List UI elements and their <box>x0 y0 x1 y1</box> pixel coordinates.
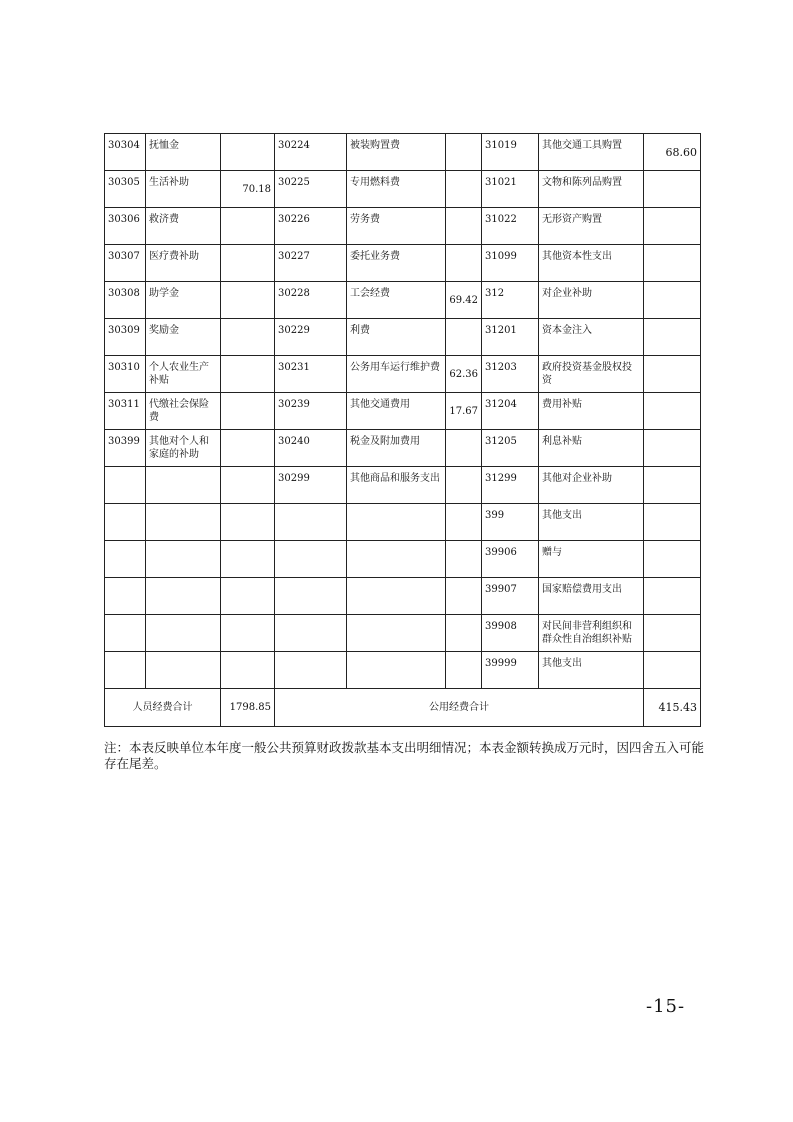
item-name-cell: 赠与 <box>539 541 644 578</box>
amount-cell <box>644 393 701 430</box>
amount-cell <box>644 504 701 541</box>
item-name-cell: 个人农业生产补贴 <box>146 356 221 393</box>
code-cell: 30304 <box>105 134 146 171</box>
item-name-cell: 其他对企业补助 <box>539 467 644 504</box>
item-name-cell: 救济费 <box>146 208 221 245</box>
amount-cell <box>644 615 701 652</box>
code-cell: 399 <box>482 504 539 541</box>
table-row <box>105 652 701 689</box>
code-cell: 30240 <box>275 430 347 467</box>
amount-cell <box>644 245 701 282</box>
code-cell <box>275 578 347 615</box>
item-name-cell: 对民间非营利组织和群众性自治组织补贴 <box>539 615 644 652</box>
item-name-cell: 无形资产购置 <box>539 208 644 245</box>
code-cell: 31205 <box>482 430 539 467</box>
item-name-cell: 劳务费 <box>347 208 446 245</box>
item-name-cell: 利费 <box>347 319 446 356</box>
code-cell: 30306 <box>105 208 146 245</box>
item-name-cell: 医疗费补助 <box>146 245 221 282</box>
code-cell: 31204 <box>482 393 539 430</box>
item-name-cell: 对企业补助 <box>539 282 644 319</box>
code-cell: 30309 <box>105 319 146 356</box>
table-row <box>105 430 701 467</box>
amount-cell <box>446 652 482 689</box>
amount-cell <box>221 578 275 615</box>
page-number: -15- <box>646 996 686 1017</box>
code-cell <box>275 652 347 689</box>
amount-cell <box>644 467 701 504</box>
code-cell: 31022 <box>482 208 539 245</box>
table-row <box>105 319 701 356</box>
total-row <box>105 689 701 727</box>
item-name-cell <box>347 578 446 615</box>
item-name-cell: 政府投资基金股权投资 <box>539 356 644 393</box>
item-name-cell: 其他支出 <box>539 504 644 541</box>
code-cell: 30224 <box>275 134 347 171</box>
amount-cell <box>644 171 701 208</box>
item-name-cell: 生活补助 <box>146 171 221 208</box>
item-name-cell: 文物和陈列品购置 <box>539 171 644 208</box>
code-cell: 31019 <box>482 134 539 171</box>
amount-cell <box>446 578 482 615</box>
public-total-label: 公用经费合计 <box>275 689 644 727</box>
code-cell <box>275 541 347 578</box>
amount-cell <box>221 319 275 356</box>
code-cell: 31201 <box>482 319 539 356</box>
code-cell: 30305 <box>105 171 146 208</box>
amount-cell <box>446 319 482 356</box>
code-cell: 30239 <box>275 393 347 430</box>
code-cell: 39907 <box>482 578 539 615</box>
item-name-cell: 奖励金 <box>146 319 221 356</box>
item-name-cell: 其他商品和服务支出 <box>347 467 446 504</box>
personnel-total-value: 1798.85 <box>221 689 275 727</box>
amount-cell <box>221 134 275 171</box>
code-cell <box>105 578 146 615</box>
amount-cell <box>644 652 701 689</box>
amount-cell <box>446 245 482 282</box>
amount-cell <box>221 245 275 282</box>
amount-cell <box>221 504 275 541</box>
item-name-cell: 专用燃料费 <box>347 171 446 208</box>
table-row <box>105 134 701 171</box>
code-cell: 30228 <box>275 282 347 319</box>
amount-cell <box>221 282 275 319</box>
amount-cell <box>644 282 701 319</box>
code-cell: 30307 <box>105 245 146 282</box>
code-cell: 30299 <box>275 467 347 504</box>
code-cell: 31099 <box>482 245 539 282</box>
code-cell <box>275 615 347 652</box>
code-cell: 30229 <box>275 319 347 356</box>
table-row <box>105 504 701 541</box>
amount-cell <box>446 615 482 652</box>
item-name-cell: 其他交通费用 <box>347 393 446 430</box>
item-name-cell: 税金及附加费用 <box>347 430 446 467</box>
table-row <box>105 356 701 393</box>
item-name-cell <box>146 615 221 652</box>
item-name-cell: 其他资本性支出 <box>539 245 644 282</box>
code-cell: 30225 <box>275 171 347 208</box>
table-row <box>105 282 701 319</box>
code-cell: 30310 <box>105 356 146 393</box>
amount-cell <box>446 541 482 578</box>
amount-cell <box>221 430 275 467</box>
item-name-cell <box>146 652 221 689</box>
code-cell <box>105 467 146 504</box>
item-name-cell: 其他支出 <box>539 652 644 689</box>
code-cell <box>275 504 347 541</box>
amount-cell <box>221 541 275 578</box>
table-footnote: 注：本表反映单位本年度一般公共预算财政拨款基本支出明细情况；本表金额转换成万元时，因四舍五入可能存在尾差。 <box>104 740 705 771</box>
amount-cell <box>644 430 701 467</box>
table-row <box>105 578 701 615</box>
amount-cell <box>446 467 482 504</box>
item-name-cell: 代缴社会保险费 <box>146 393 221 430</box>
amount-cell <box>644 541 701 578</box>
personnel-total-label: 人员经费合计 <box>105 689 221 727</box>
code-cell: 30311 <box>105 393 146 430</box>
item-name-cell: 国家赔偿费用支出 <box>539 578 644 615</box>
amount-cell <box>644 356 701 393</box>
item-name-cell <box>146 541 221 578</box>
code-cell: 30227 <box>275 245 347 282</box>
item-name-cell: 公务用车运行维护费 <box>347 356 446 393</box>
item-name-cell: 委托业务费 <box>347 245 446 282</box>
code-cell <box>105 652 146 689</box>
code-cell: 31021 <box>482 171 539 208</box>
item-name-cell <box>347 615 446 652</box>
code-cell: 39999 <box>482 652 539 689</box>
table-row <box>105 208 701 245</box>
code-cell: 30308 <box>105 282 146 319</box>
expenditure-detail-table <box>104 133 701 727</box>
table-row <box>105 393 701 430</box>
amount-cell: 68.60 <box>644 134 701 171</box>
code-cell <box>105 541 146 578</box>
code-cell: 30399 <box>105 430 146 467</box>
item-name-cell <box>146 504 221 541</box>
amount-cell <box>221 356 275 393</box>
item-name-cell: 其他对个人和家庭的补助 <box>146 430 221 467</box>
item-name-cell: 抚恤金 <box>146 134 221 171</box>
item-name-cell <box>146 578 221 615</box>
item-name-cell: 其他交通工具购置 <box>539 134 644 171</box>
item-name-cell: 资本金注入 <box>539 319 644 356</box>
amount-cell <box>221 393 275 430</box>
public-total-value: 415.43 <box>644 689 701 727</box>
table-row <box>105 541 701 578</box>
amount-cell <box>446 208 482 245</box>
item-name-cell <box>347 504 446 541</box>
table-row <box>105 615 701 652</box>
amount-cell <box>446 430 482 467</box>
amount-cell <box>446 504 482 541</box>
item-name-cell: 助学金 <box>146 282 221 319</box>
item-name-cell <box>347 652 446 689</box>
code-cell: 30231 <box>275 356 347 393</box>
table-row <box>105 171 701 208</box>
code-cell: 30226 <box>275 208 347 245</box>
amount-cell <box>221 208 275 245</box>
item-name-cell: 费用补贴 <box>539 393 644 430</box>
amount-cell <box>446 134 482 171</box>
amount-cell <box>644 578 701 615</box>
item-name-cell: 被装购置费 <box>347 134 446 171</box>
item-name-cell: 利息补贴 <box>539 430 644 467</box>
amount-cell <box>644 319 701 356</box>
amount-cell: 62.36 <box>446 356 482 393</box>
code-cell: 39908 <box>482 615 539 652</box>
item-name-cell: 工会经费 <box>347 282 446 319</box>
code-cell: 39906 <box>482 541 539 578</box>
table-row <box>105 245 701 282</box>
amount-cell <box>221 615 275 652</box>
amount-cell <box>221 467 275 504</box>
amount-cell: 17.67 <box>446 393 482 430</box>
amount-cell <box>221 652 275 689</box>
amount-cell <box>446 171 482 208</box>
amount-cell <box>644 208 701 245</box>
code-cell <box>105 615 146 652</box>
amount-cell: 69.42 <box>446 282 482 319</box>
item-name-cell <box>347 541 446 578</box>
code-cell: 312 <box>482 282 539 319</box>
code-cell: 31299 <box>482 467 539 504</box>
amount-cell: 70.18 <box>221 171 275 208</box>
code-cell <box>105 504 146 541</box>
item-name-cell <box>146 467 221 504</box>
table-row <box>105 467 701 504</box>
table-body <box>105 134 701 727</box>
code-cell: 31203 <box>482 356 539 393</box>
